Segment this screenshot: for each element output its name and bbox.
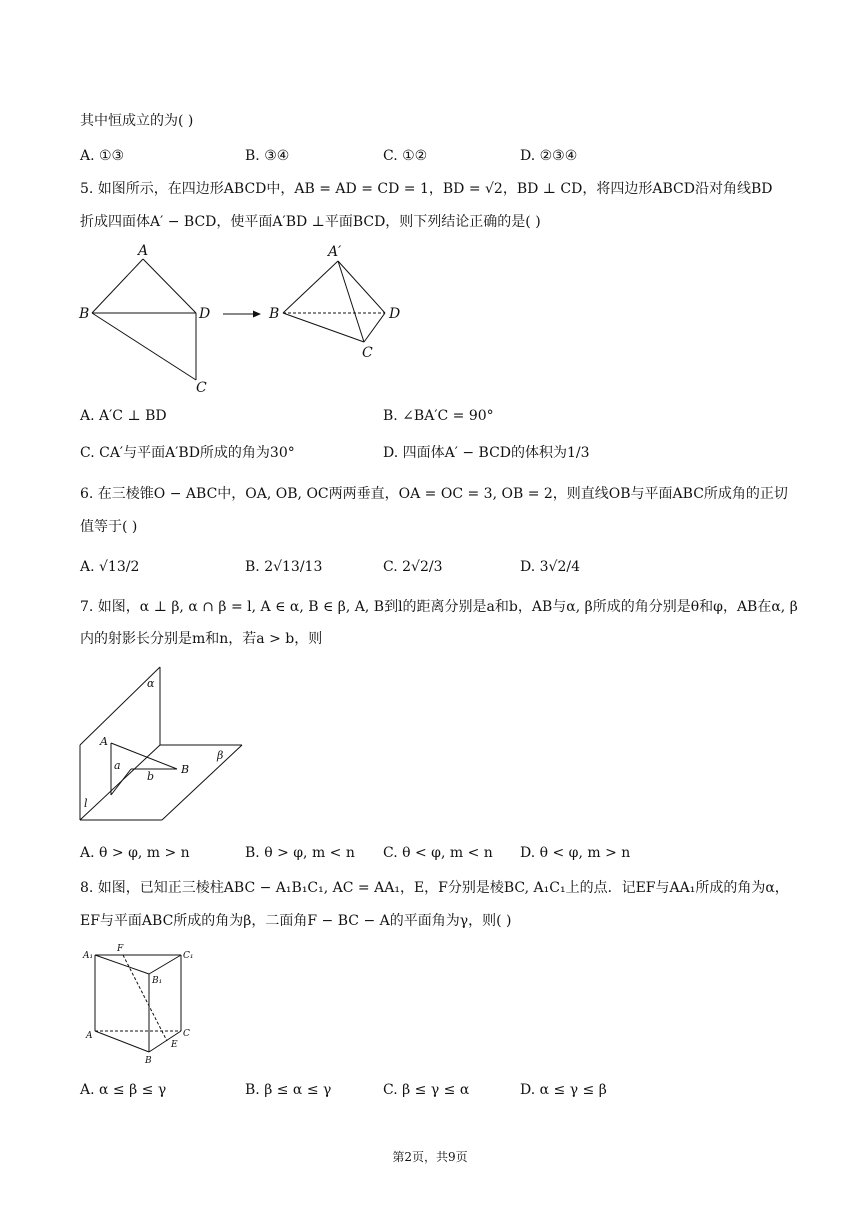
- q8-option-b: B. β ≤ α ≤ γ: [245, 1082, 332, 1098]
- q5-right-label-b: B: [269, 306, 280, 322]
- q7-label-a-length: a: [114, 759, 121, 772]
- q8-option-c: C. β ≤ γ ≤ α: [383, 1082, 470, 1098]
- q8-label-a1: A₁: [83, 951, 94, 961]
- q5-stem-line1: 5. 如图所示，在四边形ABCD中，AB = AD = CD = 1，BD = √2，BD ⊥ CD，将四边形ABCD沿对角线BD: [80, 181, 773, 197]
- q4-stem: 其中恒成立的为( ): [80, 113, 194, 129]
- q8-label-b1: B₁: [152, 976, 163, 986]
- q7-option-b: B. θ > φ, m < n: [245, 845, 355, 861]
- q5-left-label-d: D: [199, 306, 211, 322]
- q6-option-c: C. 2√2/3: [383, 559, 443, 575]
- q8-label-b: B: [145, 1056, 152, 1065]
- page-footer: 第2页，共9页: [392, 1150, 468, 1164]
- q5-option-c: C. CA′与平面A′BD所成的角为30°: [80, 445, 295, 461]
- q5-right-label-c: C: [362, 345, 373, 361]
- q8-figure: [75, 940, 205, 1065]
- q4-option-d: D. ②③④: [520, 148, 578, 164]
- q7-stem-line2: 内的射影长分别是m和n，若a > b，则: [80, 631, 323, 647]
- q6-option-b: B. 2√13/13: [245, 559, 323, 575]
- q5-right-label-a: A′: [328, 244, 342, 260]
- q6-stem-line1: 6. 在三棱锥O − ABC中，OA, OB, OC两两垂直，OA = OC = 3, OB = 2，则直线OB与平面ABC所成角的正切: [80, 486, 788, 502]
- q7-label-b-length: b: [147, 770, 155, 783]
- q7-label-alpha: α: [147, 677, 155, 690]
- q7-option-c: C. θ < φ, m < n: [383, 845, 493, 861]
- q7-stem-line1: 7. 如图，α ⊥ β, α ∩ β = l, A ∈ α, B ∈ β, A, B到l的距离分别是a和b，AB与α, β所成的角分别是θ和φ，AB在α, β: [80, 599, 798, 615]
- q5-option-b: B. ∠BA′C = 90°: [383, 408, 494, 424]
- q5-stem-line2: 折成四面体A′ − BCD，使平面A′BD ⊥平面BCD，则下列结论正确的是( ): [80, 214, 541, 230]
- q8-label-c: C: [183, 1029, 190, 1039]
- q6-option-d: D. 3√2/4: [520, 559, 580, 575]
- q5-option-d: D. 四面体A′ − BCD的体积为1/3: [383, 445, 590, 461]
- q6-option-a: A. √13/2: [80, 559, 140, 575]
- q8-stem-line2: EF与平面ABC所成的角为β，二面角F − BC − A的平面角为γ，则( ): [80, 913, 512, 929]
- q7-figure: [75, 665, 255, 825]
- q7-option-d: D. θ < φ, m > n: [520, 845, 631, 861]
- q5-left-label-a: A: [138, 243, 149, 259]
- q5-figure: [75, 240, 415, 395]
- q8-label-e: E: [171, 1040, 178, 1050]
- q7-label-l: l: [84, 797, 88, 810]
- q4-option-a: A. ①③: [80, 148, 125, 164]
- q8-label-c1: C₁: [183, 951, 194, 961]
- q8-stem-line1: 8. 如图，已知正三棱柱ABC − A₁B₁C₁, AC = AA₁，E，F分别是棱BC, A₁C₁上的点．记EF与AA₁所成的角为α，: [80, 880, 789, 896]
- q8-label-a: A: [86, 1031, 93, 1041]
- q5-right-label-d: D: [389, 306, 401, 322]
- q8-option-a: A. α ≤ β ≤ γ: [80, 1082, 167, 1098]
- q4-option-b: B. ③④: [245, 148, 290, 164]
- q5-left-label-b: B: [79, 306, 90, 322]
- q5-left-label-c: C: [196, 380, 207, 395]
- q7-label-b-point: B: [181, 763, 190, 776]
- q7-label-beta: β: [217, 749, 224, 762]
- q4-option-c: C. ①②: [383, 148, 428, 164]
- q7-option-a: A. θ > φ, m > n: [80, 845, 190, 861]
- q8-option-d: D. α ≤ γ ≤ β: [520, 1082, 607, 1098]
- q7-label-a-point: A: [100, 735, 108, 748]
- q6-stem-line2: 值等于( ): [80, 519, 138, 535]
- q5-option-a: A. A′C ⊥ BD: [80, 408, 167, 424]
- q8-label-f: F: [117, 944, 124, 954]
